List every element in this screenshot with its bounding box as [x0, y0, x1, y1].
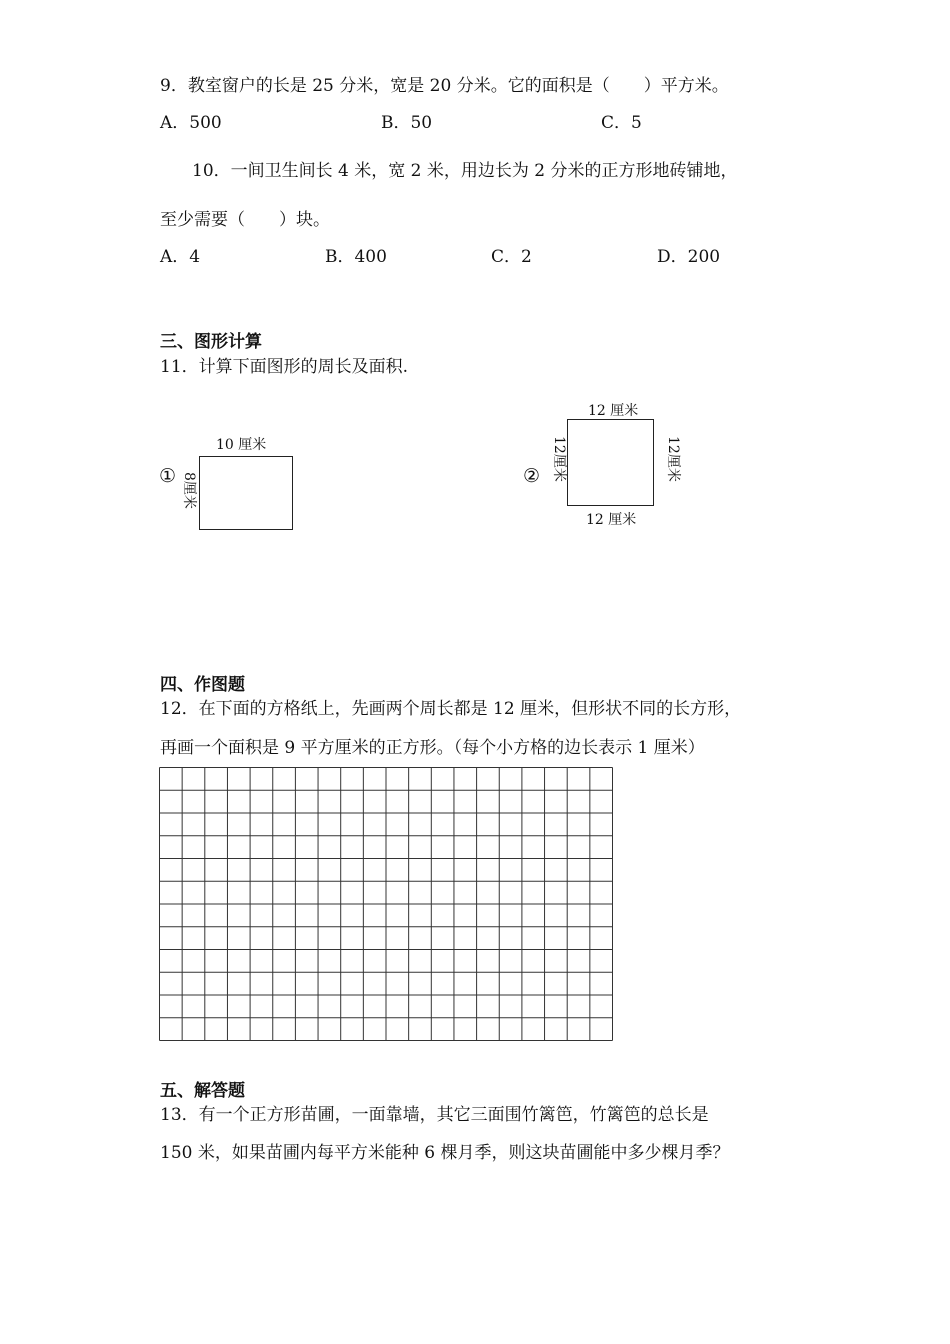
- q9-option-b: B．50: [381, 113, 433, 133]
- figure1-rectangle: [199, 456, 293, 530]
- figure2-right-label: 12厘米: [665, 436, 681, 482]
- q12-stem-line1: 12．在下面的方格纸上，先画两个周长都是 12 厘米，但形状不同的长方形，: [160, 699, 742, 719]
- q10-stem-line1: 10．一间卫生间长 4 米，宽 2 米，用边长为 2 分米的正方形地砖铺地，: [192, 161, 738, 181]
- grid-paper[interactable]: [159, 767, 613, 1041]
- figure2-square: [567, 419, 654, 506]
- section5-heading: 五、解答题: [160, 1081, 245, 1101]
- q9-option-c: C．5: [601, 113, 642, 133]
- q9-option-a: A．500: [160, 113, 222, 133]
- section3-heading: 三、图形计算: [160, 332, 262, 352]
- q10-option-b: B．400: [325, 247, 387, 267]
- figure2-bottom-label: 12 厘米: [586, 512, 637, 528]
- q11-stem: 11．计算下面图形的周长及面积.: [160, 357, 409, 377]
- figure2-left-label: 12厘米: [551, 436, 567, 482]
- q10-option-a: A．4: [160, 247, 201, 267]
- section4-heading: 四、作图题: [160, 675, 245, 695]
- q12-stem-line2: 再画一个面积是 9 平方厘米的正方形。（每个小方格的边长表示 1 厘米）: [160, 738, 705, 758]
- figure1-side-label: 8厘米: [181, 472, 197, 509]
- figure2-top-label: 12 厘米: [588, 403, 639, 419]
- figure1-marker: ①: [159, 465, 177, 487]
- q13-stem-line1: 13．有一个正方形苗圃，一面靠墙，其它三面围竹篱笆，竹篱笆的总长是: [160, 1105, 709, 1125]
- q10-option-c: C．2: [491, 247, 532, 267]
- q9-stem: 9．教室窗户的长是 25 分米，宽是 20 分米。它的面积是（ ）平方米。: [160, 76, 729, 96]
- figure1-top-label: 10 厘米: [216, 437, 267, 453]
- q10-stem-line2: 至少需要（ ）块。: [160, 210, 330, 230]
- figure2-marker: ②: [523, 465, 541, 487]
- q10-option-d: D．200: [657, 247, 721, 267]
- q13-stem-line2: 150 米，如果苗圃内每平方米能种 6 棵月季，则这块苗圃能中多少棵月季？: [160, 1143, 730, 1163]
